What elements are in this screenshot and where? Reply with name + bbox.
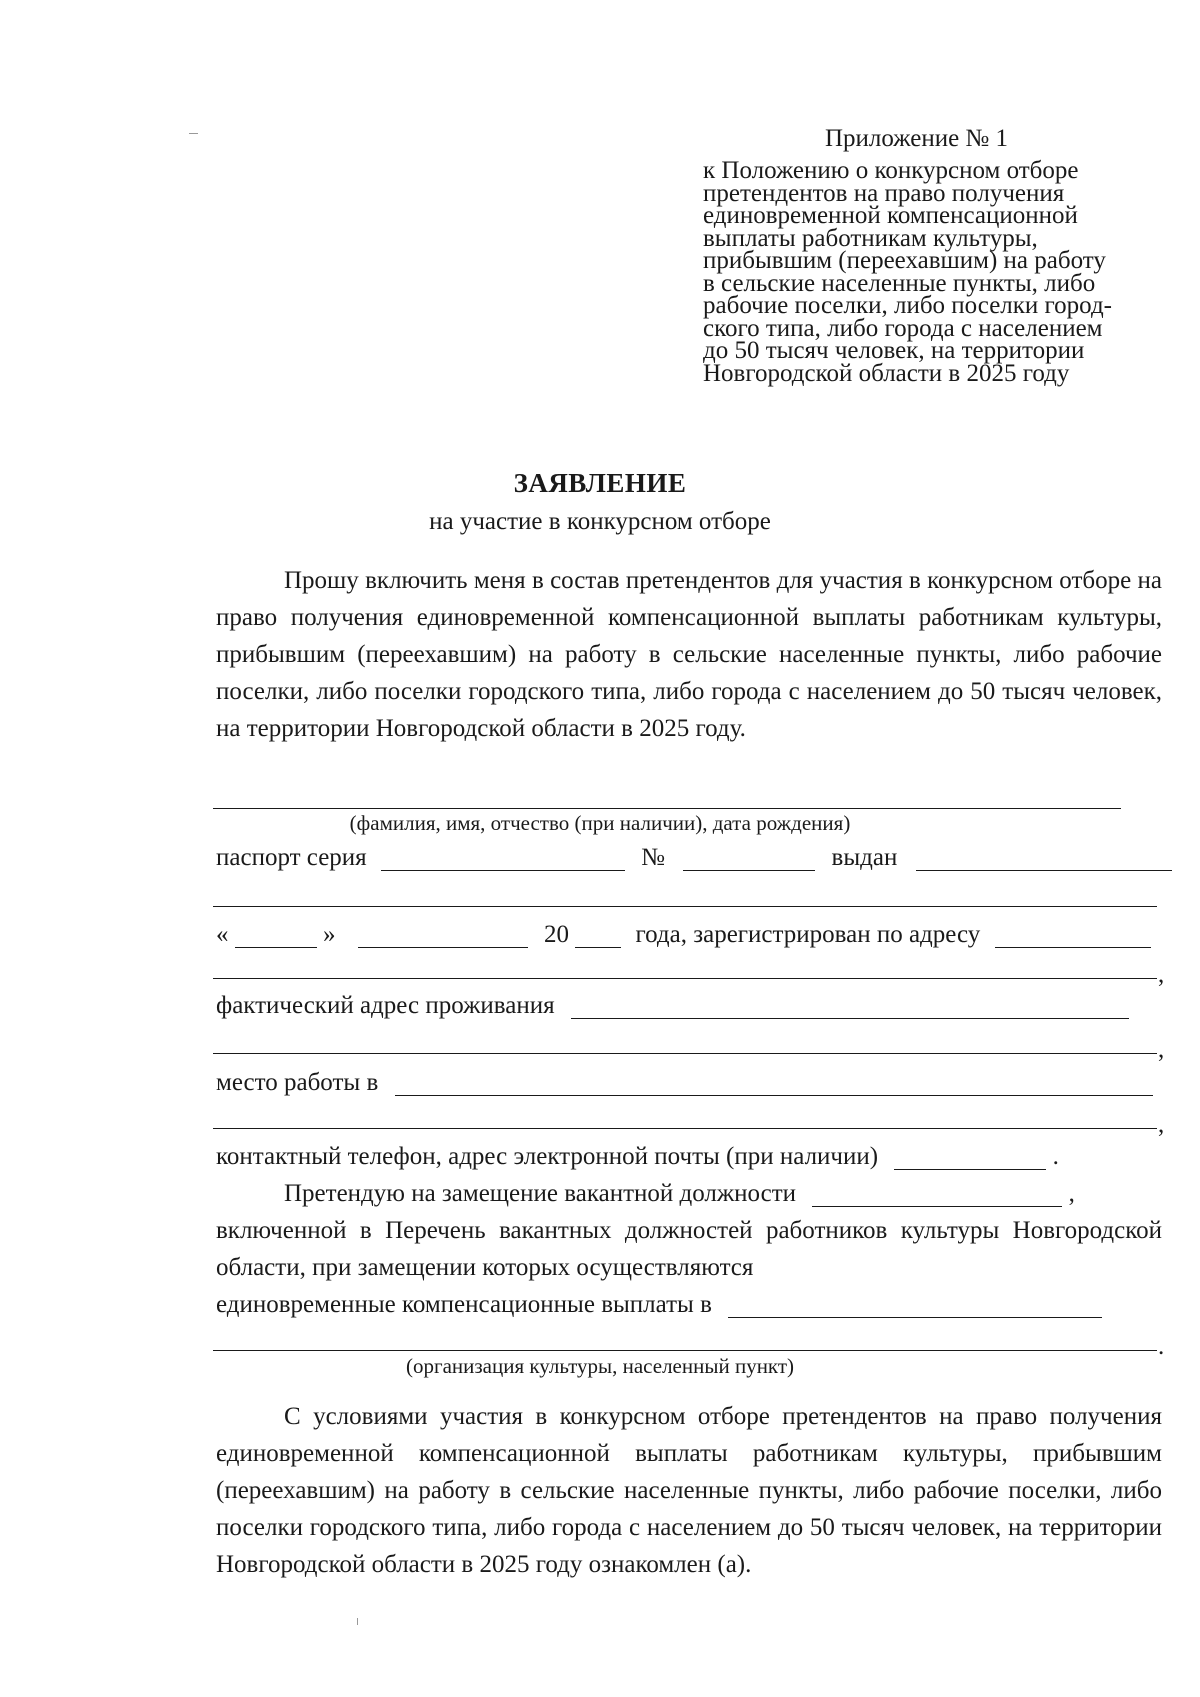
registration-address-field[interactable] (995, 916, 1151, 948)
passport-issued-field[interactable] (916, 839, 1172, 871)
issue-day-field[interactable] (235, 916, 317, 948)
fio-caption: (фамилия, имя, отчество (при наличии), дата рождения) (349, 811, 851, 835)
quote-close: » (323, 921, 336, 948)
included-text: включенной в Перечень вакантных должностей работников культуры Новгородской области, при замещении которых осуществляются (216, 1217, 1162, 1281)
registration-comma: , (1158, 961, 1165, 988)
appendix-block (703, 123, 1183, 385)
issue-date-row (216, 916, 1162, 954)
appendix-line: претендентов на право получения (703, 179, 1065, 207)
workplace-field-continued[interactable] (213, 1128, 1157, 1129)
position-row (284, 1175, 1172, 1213)
contacts-label: контактный телефон, адрес электронной почты (при наличии) (216, 1143, 879, 1170)
intro-paragraph: Прошу включить меня в состав претендентов для участия в конкурсном отборе на право получения единовременной компенсационной выплаты работникам культуры, прибывшим (переехавшим) на работу в сельские населенные пункты, либо рабочие поселки, либо поселки городского типа, либо города с населением до 50 тысяч человек, на территории Новгородской области в 2025 году. (216, 567, 1162, 742)
document-title: ЗАЯВЛЕНИЕ (513, 468, 687, 498)
appendix-line: в сельские населенные пункты, либо (703, 269, 1096, 297)
year-prefix: 20 (544, 921, 569, 948)
issue-year-field[interactable] (575, 916, 621, 948)
conditions-paragraph: С условиями участия в конкурсном отборе претендентов на право получения единовременной компенсационной выплаты работникам культуры, прибывшим (переехавшим) на работу в сельские населенные пункты, либо рабочие поселки, либо поселки городского типа, либо города с населением до 50 тысяч человек, на территории Новгородской области в 2025 году ознакомлен (а). (216, 1403, 1162, 1578)
contacts-period: . (1052, 1143, 1059, 1170)
registered-label: года, зарегистрирован по адресу (635, 921, 981, 948)
actual-address-field-continued[interactable] (213, 1053, 1157, 1054)
passport-series-field[interactable] (381, 839, 625, 871)
appendix-line: прибывшим (переехавшим) на работу (703, 247, 1106, 274)
passport-number-sign: № (641, 844, 666, 871)
actual-address-label: фактический адрес проживания (216, 992, 555, 1019)
contacts-row (216, 1138, 1172, 1176)
passport-issued-field-continued[interactable] (213, 906, 1157, 907)
appendix-line: ского типа, либо города с населением (703, 314, 1103, 342)
issue-month-field[interactable] (358, 916, 528, 948)
passport-series-label: паспорт серия (216, 844, 367, 871)
payments-row (216, 1286, 1162, 1324)
appendix-number: Приложение № 1 (825, 125, 1009, 152)
workplace-comma: , (1158, 1111, 1165, 1138)
position-label: Претендую на замещение вакантной должности (284, 1180, 797, 1207)
position-field[interactable] (812, 1175, 1062, 1207)
document-subtitle: на участие в конкурсном отборе (429, 508, 771, 535)
appendix-line: единовременной компенсационной (703, 202, 1078, 229)
scan-speck (189, 133, 198, 134)
appendix-text (703, 157, 1183, 387)
organization-field-continued[interactable] (213, 1350, 1157, 1351)
appendix-line: Новгородской области в 2025 году (703, 359, 1070, 387)
appendix-line: рабочие поселки, либо поселки город- (703, 292, 1112, 319)
organization-caption: (организация культуры, населенный пункт) (405, 1354, 795, 1378)
fio-field[interactable] (213, 808, 1121, 809)
passport-issued-label: выдан (831, 844, 898, 871)
position-comma: , (1068, 1180, 1075, 1207)
workplace-field[interactable] (395, 1064, 1153, 1096)
workplace-label: место работы в (216, 1069, 379, 1096)
organization-field[interactable] (728, 1286, 1102, 1318)
quote-open: « (216, 921, 229, 948)
contacts-field[interactable] (894, 1138, 1046, 1170)
appendix-line: до 50 тысяч человек, на территории (703, 337, 1085, 364)
registration-address-field-continued[interactable] (213, 978, 1157, 979)
appendix-line: к Положению о конкурсном отборе (703, 157, 1079, 184)
actual-address-comma: , (1158, 1036, 1165, 1063)
workplace-row (216, 1064, 1162, 1102)
scan-speck (357, 1618, 358, 1625)
appendix-line: выплаты работникам культуры, (703, 224, 1038, 252)
payments-label: единовременные компенсационные выплаты в (216, 1291, 712, 1318)
organization-period: . (1158, 1333, 1165, 1360)
passport-row (216, 839, 1162, 877)
actual-address-row (216, 987, 1162, 1025)
passport-number-field[interactable] (683, 839, 815, 871)
actual-address-field[interactable] (571, 987, 1129, 1019)
